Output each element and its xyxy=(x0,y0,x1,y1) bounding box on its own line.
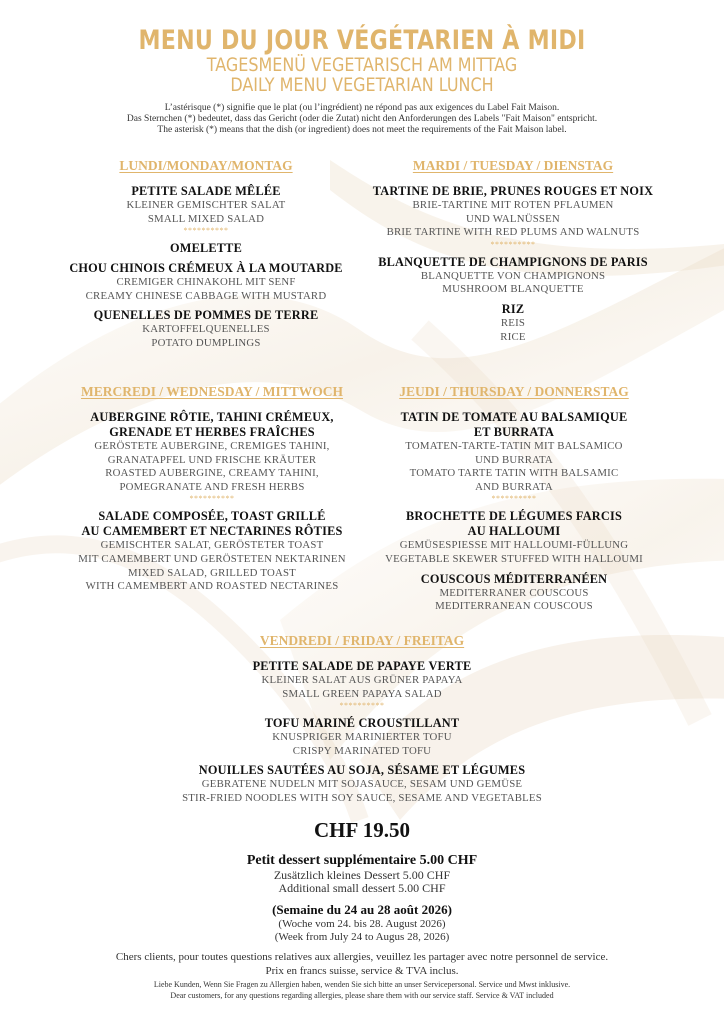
day-heading-thursday: JEUDI / THURSDAY / DONNERSTAG xyxy=(399,384,629,399)
price-note-french: Prix en francs suisse, service & TVA inclus. xyxy=(265,965,459,977)
footer-german: Liebe Kunden, Wenn Sie Fragen zu Allergien haben, wenden Sie sich bitte an unser Servicepersonal. Service und Mwst inklusive. xyxy=(153,980,571,989)
allergy-note-french: Chers clients, pour toutes questions relatives aux allergies, veuillez les partager avec notre personnel de service. xyxy=(115,951,609,963)
dessert-german: Zusätzlich kleines Dessert 5.00 CHF xyxy=(273,868,451,882)
dish-german: GERÖSTETE AUBERGINE, CREMIGES TAHINI, xyxy=(94,440,330,452)
dish-name: GRENADE ET HERBES FRAÎCHES xyxy=(109,425,315,439)
dish-name: SALADE COMPOSÉE, TOAST GRILLÉ xyxy=(98,509,326,524)
title-french: MENU DU JOUR VÉGÉTARIEN À MIDI xyxy=(138,25,586,56)
dish-german: KARTOFFELQUENELLES xyxy=(142,323,270,336)
footer-english: Dear customers, for any questions regarding allergies, please share them with our service staff. Service & VAT included xyxy=(170,991,554,1000)
menu-price: CHF 19.50 xyxy=(313,818,411,842)
dish-name: AUBERGINE RÔTIE, TAHINI CRÉMEUX, xyxy=(90,410,334,424)
asterisk-notes xyxy=(0,103,724,136)
dish-german: BRIE-TARTINE MIT ROTEN PFLAUMEN xyxy=(412,199,614,211)
dish-name: CHOU CHINOIS CRÉMEUX À LA MOUTARDE xyxy=(69,261,343,276)
dish-german: GEMÜSESPIESSE MIT HALLOUMI-FÜLLUNG xyxy=(399,539,629,552)
dish-name: RIZ xyxy=(501,301,525,316)
week-dates xyxy=(0,902,724,944)
dish-english: POMEGRANATE AND FRESH HERBS xyxy=(119,480,305,493)
dessert-french: Petit dessert supplémentaire 5.00 CHF xyxy=(246,853,478,868)
dish-english: VEGETABLE SKEWER STUFFED WITH HALLOUMI xyxy=(385,552,643,565)
dish-name: BROCHETTE DE LÉGUMES FARCIS xyxy=(406,509,622,524)
note-french: L’astérisque (*) signifie que le plat (ou l’ingrédient) ne répond pas aux exigences du Label Fait Maison. xyxy=(164,103,560,113)
dish-name: TOFU MARINÉ CROUSTILLANT xyxy=(264,716,460,731)
week-english: (Week from July 24 to Augus 28, 2026) xyxy=(274,931,450,943)
dish-german: MEDITERRANER COUSCOUS xyxy=(439,586,589,599)
dish-english: MUSHROOM BLANQUETTE xyxy=(442,283,584,296)
day-friday xyxy=(112,633,612,806)
dish-name: AU HALLOUMI xyxy=(467,524,561,539)
week-german: (Woche vom 24. bis 28. August 2026) xyxy=(278,918,446,930)
dish-german: UND BURRATA xyxy=(475,453,553,466)
dish-english: ROASTED AUBERGINE, CREAMY TAHINI, xyxy=(105,467,319,480)
dish-german: GRANATAPFEL UND FRISCHE KRÄUTER xyxy=(107,453,317,466)
dish-english: CREAMY CHINESE CABBAGE WITH MUSTARD xyxy=(85,289,327,302)
dessert-supplement xyxy=(0,853,724,895)
dish-english: STIR-FRIED NOODLES WITH SOY SAUCE, SESAME AND VEGETABLES xyxy=(182,791,542,804)
dish-name: BLANQUETTE DE CHAMPIGNONS DE PARIS xyxy=(378,254,648,269)
dish-english: AND BURRATA xyxy=(475,480,553,493)
dish-name: TATIN DE TOMATE AU BALSAMIQUE xyxy=(400,410,628,424)
day-thursday xyxy=(364,384,664,614)
dish-german: GEBRATENE NUDELN MIT SOJASAUCE, SESAM UND GEMÜSE xyxy=(201,778,523,791)
dish-german: BLANQUETTE VON CHAMPIGNONS xyxy=(420,269,606,282)
note-english: The asterisk (*) means that the dish (or ingredient) does not meet the requirements of the Fait Maison label. xyxy=(157,125,567,135)
dish-english: TOMATO TARTE TATIN WITH BALSAMIC xyxy=(409,467,619,480)
dish-name: PETITE SALADE MÊLÉE xyxy=(131,184,281,198)
dish-english: SMALL GREEN PAPAYA SALAD xyxy=(282,687,442,700)
separator: ********** xyxy=(490,239,536,249)
dish-name: NOUILLES SAUTÉES AU SOJA, SÉSAME ET LÉGUMES xyxy=(198,763,526,778)
day-heading-friday: VENDREDI / FRIDAY / FREITAG xyxy=(259,633,465,648)
dish-german: UND WALNÜSSEN xyxy=(466,212,560,225)
separator: ********** xyxy=(491,494,537,504)
dish-german: CREMIGER CHINAKOHL MIT SENF xyxy=(116,276,296,289)
dish-name: TARTINE DE BRIE, PRUNES ROUGES ET NOIX xyxy=(372,184,654,198)
dish-german: TOMATEN-TARTE-TATIN MIT BALSAMICO xyxy=(405,440,623,452)
dish-german: KLEINER SALAT AUS GRÜNER PAPAYA xyxy=(261,674,463,686)
separator: ********** xyxy=(339,701,385,711)
title-german: TAGESMENÜ VEGETARISCH AM MITTAG xyxy=(206,54,518,76)
dish-name: OMELETTE xyxy=(170,241,242,256)
day-heading-wednesday: MERCREDI / WEDNESDAY / MITTWOCH xyxy=(80,384,344,399)
week-french: (Semaine du 24 au 28 août 2026) xyxy=(272,902,452,917)
separator: ********** xyxy=(183,226,229,236)
separator: ********** xyxy=(189,494,235,504)
title-english: DAILY MENU VEGETARIAN LUNCH xyxy=(230,74,494,96)
day-heading-monday: LUNDI/MONDAY/MONTAG xyxy=(119,158,293,173)
dish-english: POTATO DUMPLINGS xyxy=(151,336,261,349)
dish-english: MEDITERRANEAN COUSCOUS xyxy=(435,600,593,613)
dish-english: RICE xyxy=(500,330,526,343)
dish-name: QUENELLES DE POMMES DE TERRE xyxy=(93,308,319,323)
day-wednesday xyxy=(42,384,382,594)
footer xyxy=(0,950,724,1001)
dish-name: AU CAMEMBERT ET NECTARINES RÔTIES xyxy=(81,524,343,539)
dish-german: MIT CAMEMBERT UND GERÖSTETEN NEKTARINEN xyxy=(78,552,346,565)
dish-german: KLEINER GEMISCHTER SALAT xyxy=(126,199,286,211)
dessert-english: Additional small dessert 5.00 CHF xyxy=(278,881,446,895)
day-monday xyxy=(36,158,376,351)
dish-name: COUSCOUS MÉDITERRANÉEN xyxy=(420,571,608,586)
dish-german: KNUSPRIGER MARINIERTER TOFU xyxy=(272,731,452,744)
dish-english: BRIE TARTINE WITH RED PLUMS AND WALNUTS xyxy=(386,226,640,239)
dish-english: MIXED SALAD, GRILLED TOAST xyxy=(128,566,296,579)
dish-german: REIS xyxy=(500,316,526,329)
note-german: Das Sternchen (*) bedeutet, dass das Gericht (oder die Zutat) nicht den Anforderungen des Labels "Fait Maison" entspricht. xyxy=(126,114,598,124)
dish-german: GEMISCHTER SALAT, GERÖSTETER TOAST xyxy=(100,539,324,552)
dish-english: WITH CAMEMBERT AND ROASTED NECTARINES xyxy=(85,580,339,593)
dish-english: CRISPY MARINATED TOFU xyxy=(292,744,432,757)
dish-name: PETITE SALADE DE PAPAYE VERTE xyxy=(252,659,472,673)
day-tuesday xyxy=(362,158,664,344)
day-heading-tuesday: MARDI / TUESDAY / DIENSTAG xyxy=(412,158,614,173)
dish-english: SMALL MIXED SALAD xyxy=(147,212,265,225)
dish-name: ET BURRATA xyxy=(473,425,555,439)
